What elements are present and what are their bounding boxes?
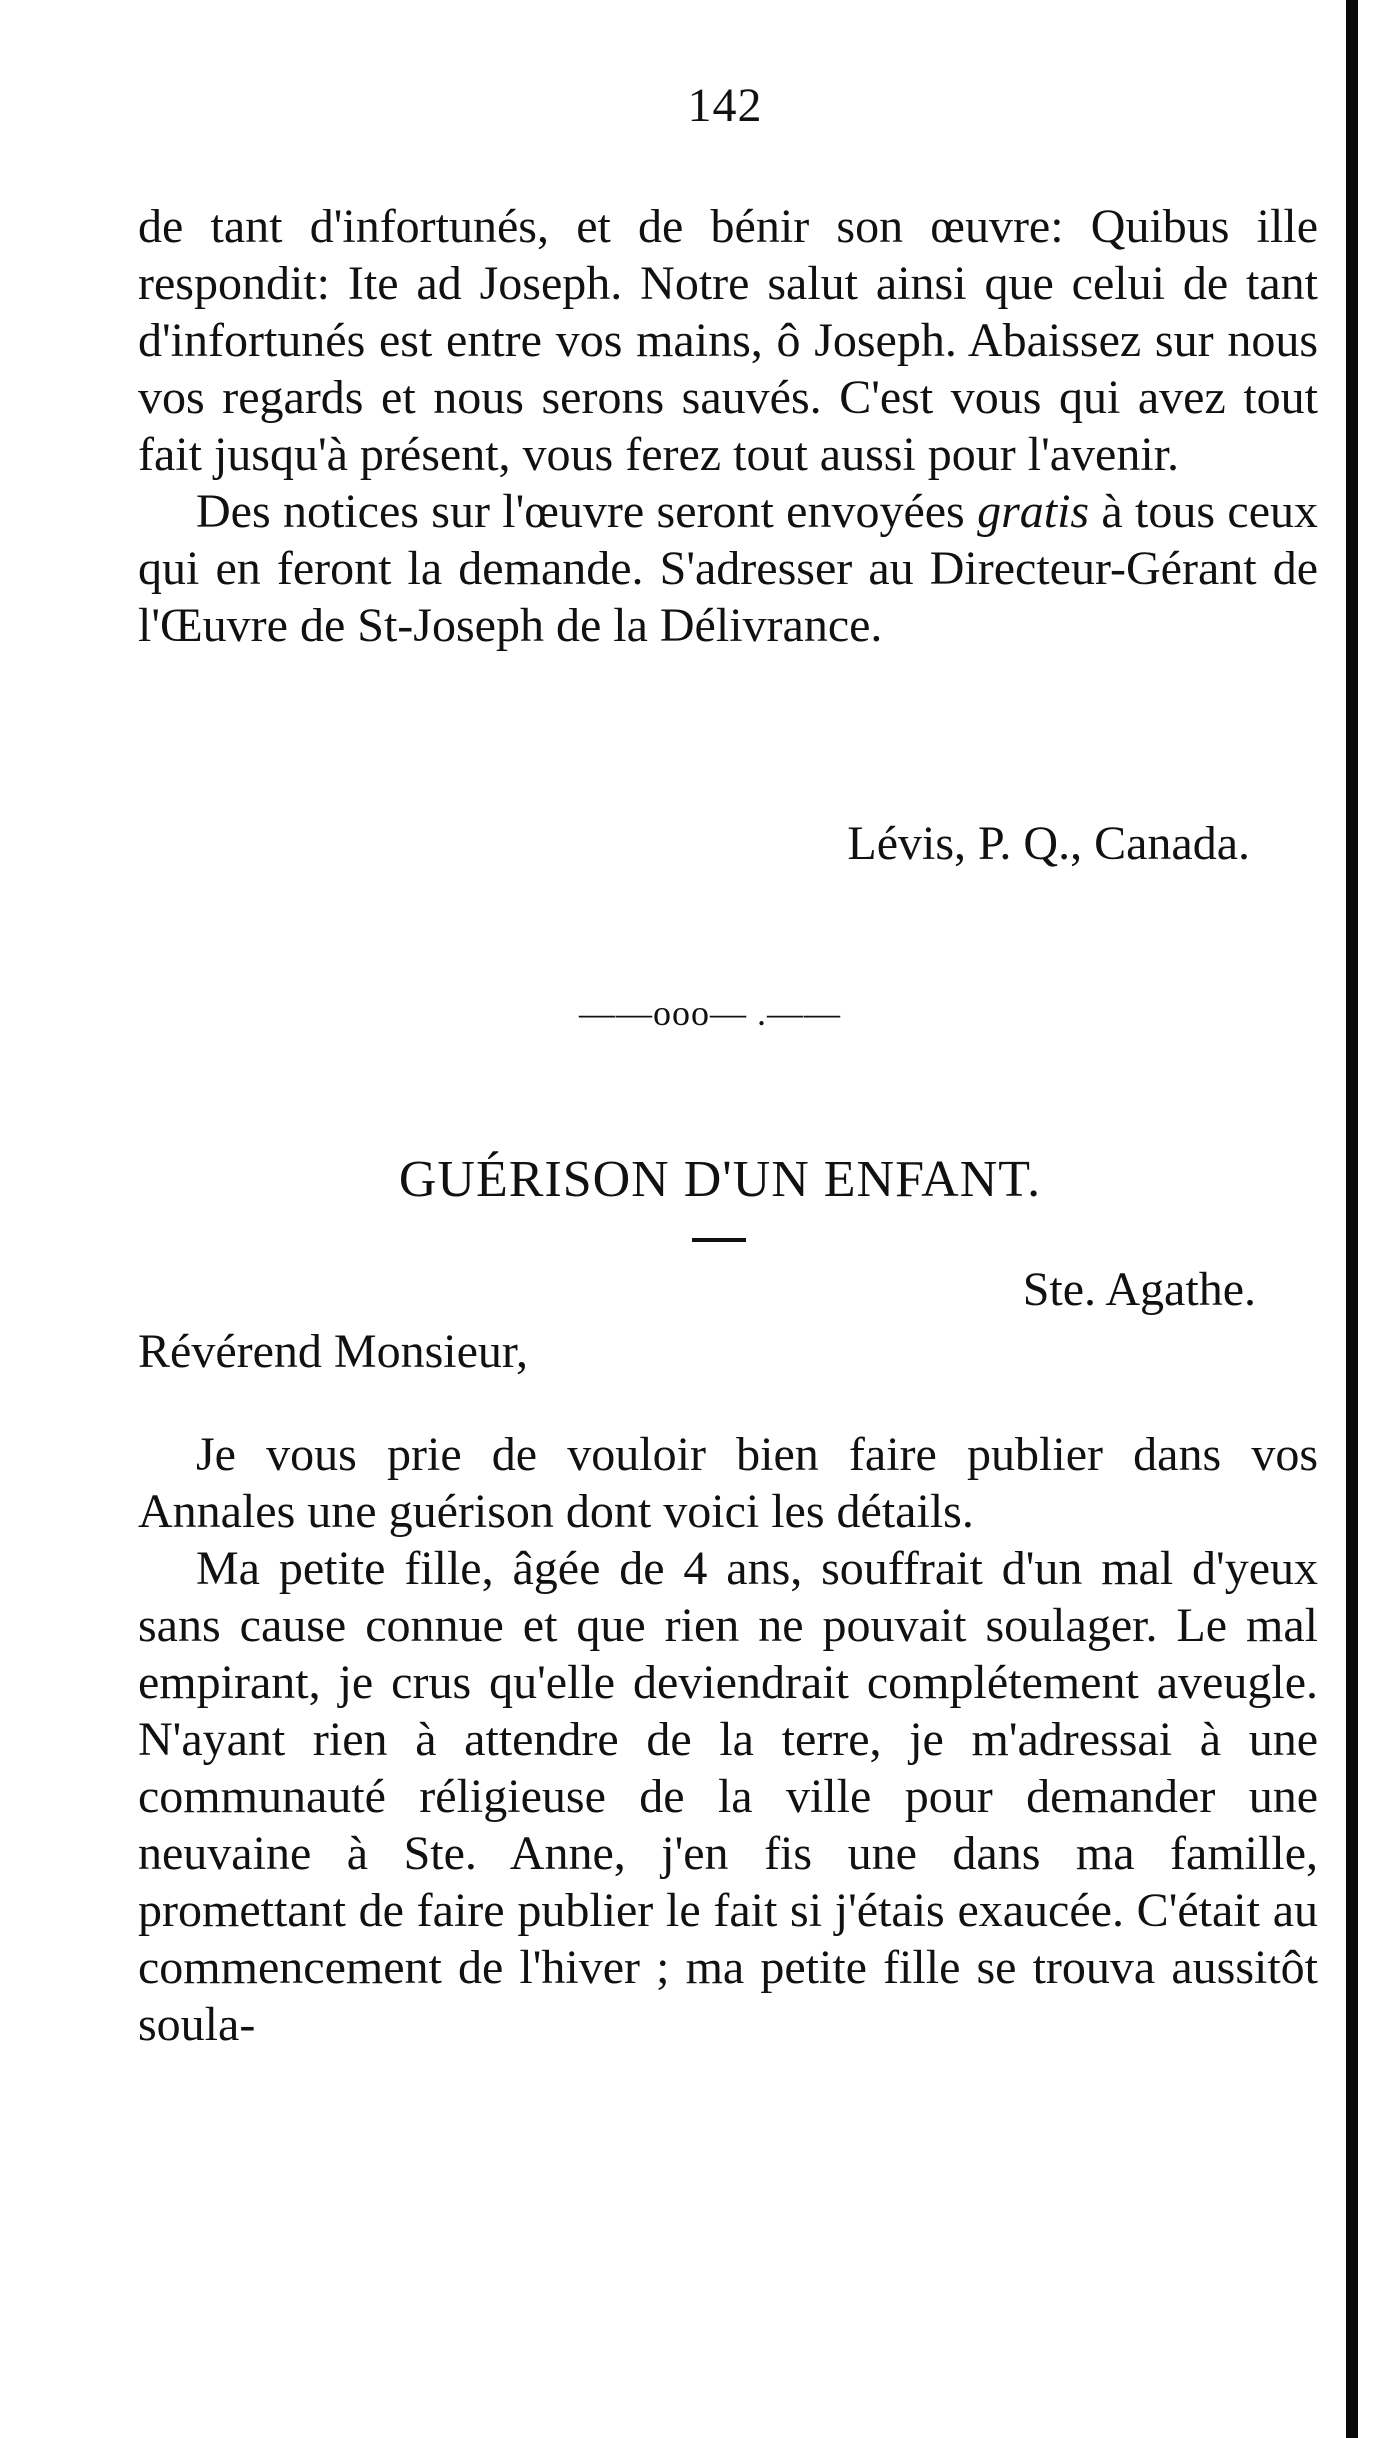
page-edge-border bbox=[1346, 0, 1358, 2438]
letter-place: Ste. Agathe. bbox=[1022, 1263, 1256, 1316]
paragraph-2-text-end: à tous ceux qui en feront la demande. S'adresser au Directeur-Gérant de l'Œuvre de St-Joseph de la Délivrance. bbox=[138, 485, 1318, 652]
letter-salutation: Révérend Monsieur, bbox=[138, 1325, 528, 1378]
paragraph-2-italic-word: gratis bbox=[977, 485, 1090, 538]
paragraph-2-text-start: Des notices sur l'œuvre seront envoyées bbox=[196, 485, 978, 538]
section-1-text bbox=[138, 198, 1318, 654]
section-separator: ——ooo— .—— bbox=[579, 993, 841, 1033]
section-2-title: GUÉRISON D'UN ENFANT. bbox=[398, 1151, 1042, 1208]
location-signature: Lévis, P. Q., Canada. bbox=[847, 817, 1250, 870]
section-2-paragraph-2: Ma petite fille, âgée de 4 ans, souffrait d'un mal d'yeux sans cause connue et que rien ne pouvait soulager. Le mal empirant, je crus qu'elle deviendrait complétement aveugle. N'ayant rien à attendre de la terre, je m'adressai à une communauté réligieuse de la ville pour demander une neuvaine à Ste. Anne, j'en fis une dans ma famille, promettant de faire publier le fait si j'étais exaucée. C'était au commencement de l'hiver ; ma petite fille se trouva aussitôt soula- bbox=[138, 1542, 1318, 2051]
section-2-paragraph-1: Je vous prie de vouloir bien faire publier dans vos Annales une guérison dont voici les détails. bbox=[138, 1428, 1318, 1538]
section-1-paragraph-1: de tant d'infortunés, et de bénir son œuvre: Quibus ille respondit: Ite ad Joseph. Notre salut ainsi que celui de tant d'infortunés est entre vos mains, ô Joseph. Abaissez sur nous vos regards et nous serons sauvés. C'est vous qui avez tout fait jusqu'à présent, vous ferez tout aussi pour l'avenir. bbox=[138, 200, 1318, 481]
section-2-text bbox=[138, 1426, 1318, 2053]
page-number: 142 bbox=[687, 79, 763, 132]
title-underline-rule bbox=[692, 1238, 746, 1242]
section-1-paragraph-2 bbox=[138, 483, 1318, 654]
